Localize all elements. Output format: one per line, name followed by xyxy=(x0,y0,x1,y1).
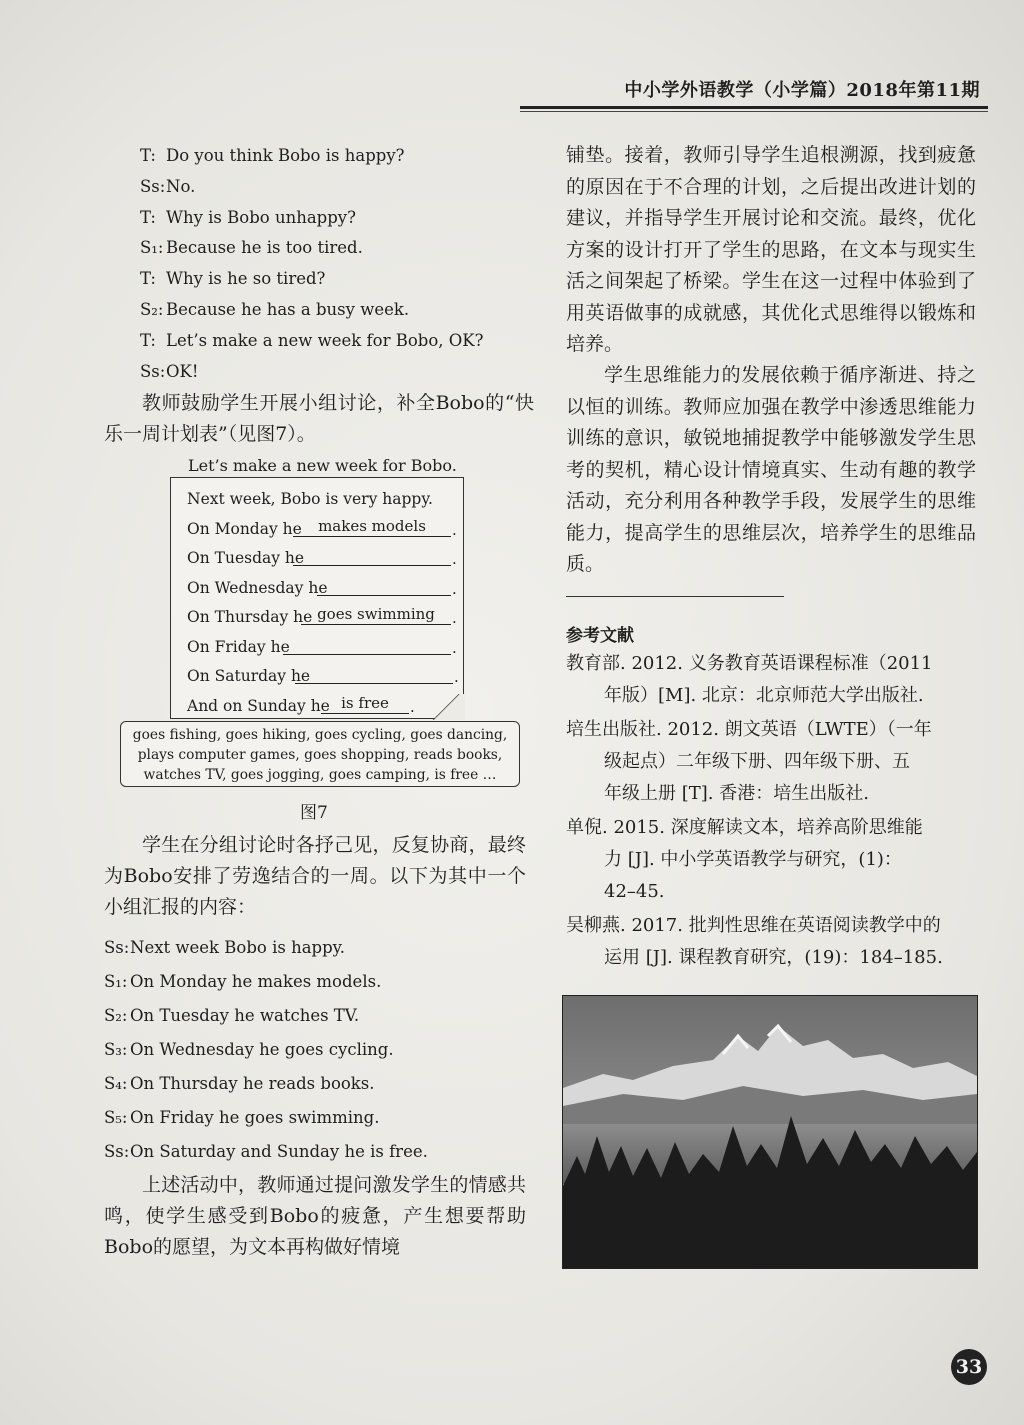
utterance: On Monday he makes models. xyxy=(130,972,382,991)
plan-period: . xyxy=(452,550,457,568)
group-paragraph: 学生在分组讨论时各抒己见，反复协商，最终为Bobo安排了劳逸结合的一周。以下为其中一个小组汇报的内容： xyxy=(104,834,526,918)
plan-period: . xyxy=(410,697,415,716)
word-bank-line: goes fishing, goes hiking, goes cycling, goes dancing, xyxy=(132,727,508,743)
speaker-label: Ss: xyxy=(140,176,166,196)
utterance: On Saturday and Sunday he is free. xyxy=(130,1142,428,1161)
right-paragraph-1: 铺垫。接着，教师引导学生追根溯源，找到疲惫的原因在于不合理的计划，之后提出改进计划的建议，并指导学生开展讨论和交流。最终，优化方案的设计打开了学生的思路，在文本与现实生活之间架起了桥梁。学生在这一过程中体验到了用英语做事的成就感，其优化式思维得以锻炼和培养。 xyxy=(566,144,976,355)
speaker-label: S₃: xyxy=(104,1040,128,1059)
utterance: Do you think Bobo is happy? xyxy=(166,146,405,165)
page-fold-corner xyxy=(427,694,465,720)
utterance: Why is he so tired? xyxy=(166,269,326,289)
dialogue-line xyxy=(104,1040,394,1060)
speaker-label: Ss: xyxy=(104,1142,130,1161)
weekly-plan-box xyxy=(170,477,464,719)
plan-period: . xyxy=(452,579,457,598)
reference-item xyxy=(566,714,976,810)
dialogue-line xyxy=(140,238,363,258)
reference-item xyxy=(566,910,976,974)
speaker-label: T: xyxy=(140,207,156,227)
right-paragraph-2: 学生思维能力的发展依赖于循序渐进、持之以恒的训练。教师应加强在教学中渗透思维能力训练的意识，敏锐地捕捉教学中能够激发学生思考的契机，精心设计情境真实、生动有趣的教学活动，充分利用各种教学手段，发展学生的思维能力，提高学生的思维层次，培养学生的思维品质。 xyxy=(566,364,976,575)
header-rule-thin xyxy=(520,111,988,112)
plan-blank xyxy=(283,636,451,655)
dialogue-line xyxy=(140,362,198,382)
reference-continuation: 42–45. xyxy=(604,881,665,902)
dialogue-line xyxy=(104,972,381,992)
reference-continuation: 年版）[M]. 北京：北京师范大学出版社. xyxy=(604,685,924,706)
mountain-landscape-image xyxy=(563,996,977,1268)
utterance: Because he is too tired. xyxy=(166,238,363,258)
utterance: Because he has a busy week. xyxy=(166,300,410,319)
dialogue-line xyxy=(104,938,345,958)
dialogue-line xyxy=(140,269,325,289)
dialogue-line xyxy=(104,1108,379,1128)
plan-line-prefix: On Wednesday he xyxy=(187,578,328,597)
reference-first-line: 吴柳燕. 2017. 批判性思维在英语阅读教学中的 xyxy=(566,915,941,936)
speaker-label: S₁: xyxy=(104,972,128,991)
speaker-label: T: xyxy=(140,269,156,289)
figure-title: Let’s make a new week for Bobo. xyxy=(188,456,457,475)
word-bank xyxy=(120,721,520,787)
plan-blank: makes models xyxy=(293,518,451,537)
speaker-label: S₁: xyxy=(140,238,164,258)
dialogue-line xyxy=(140,300,409,320)
reference-first-line: 单倪. 2015. 深度解读文本，培养高阶思维能 xyxy=(566,817,923,838)
plan-period: . xyxy=(454,668,459,686)
journal-header: 中小学外语教学（小学篇）2018年第11期 xyxy=(624,80,980,101)
plan-line-prefix: On Saturday he xyxy=(187,667,311,685)
utterance: OK! xyxy=(166,361,199,381)
plan-line-prefix: And on Sunday he xyxy=(187,696,330,715)
speaker-label: S₅: xyxy=(104,1108,128,1127)
plan-line-prefix: On Friday he xyxy=(187,637,290,656)
plan-blank xyxy=(293,547,451,566)
plan-period: . xyxy=(452,638,457,657)
speaker-label: Ss: xyxy=(140,361,166,381)
speaker-label: T: xyxy=(140,330,156,350)
figure-caption: 图7 xyxy=(300,803,328,823)
plan-line-prefix: Next week, Bobo is very happy. xyxy=(187,490,433,508)
plan-line-prefix: On Monday he xyxy=(187,519,302,538)
reference-continuation: 力 [J]. 中小学英语教学与研究，(1)： xyxy=(604,849,902,870)
plan-period: . xyxy=(452,520,457,539)
dialogue-line xyxy=(104,1074,375,1094)
reference-continuation: 年级上册 [T]. 香港：培生出版社. xyxy=(604,783,869,804)
mountain-landscape-photo xyxy=(562,995,978,1269)
reference-first-line: 培生出版社. 2012. 朗文英语（LWTE）（一年 xyxy=(566,719,932,740)
header-rule xyxy=(520,106,988,109)
speaker-label: S₄: xyxy=(104,1074,128,1093)
utterance: On Friday he goes swimming. xyxy=(130,1108,380,1127)
intro-paragraph: 教师鼓励学生开展小组讨论，补全Bobo的“快乐一周计划表”（见图7）。 xyxy=(104,392,534,445)
reference-item xyxy=(566,812,976,908)
references-rule xyxy=(566,596,784,597)
plan-blank: is free xyxy=(321,695,409,714)
plan-period: . xyxy=(452,609,457,627)
plan-line-prefix: On Thursday he xyxy=(187,608,313,626)
word-bank-line: plays computer games, goes shopping, reads books, xyxy=(137,747,503,763)
page-number: 33 xyxy=(951,1349,987,1385)
reference-continuation: 级起点）二年级下册、四年级下册、五 xyxy=(604,751,910,772)
utterance: Let’s make a new week for Bobo, OK? xyxy=(166,330,484,350)
utterance: Why is Bobo unhappy? xyxy=(166,207,356,227)
dialogue-line xyxy=(140,331,483,351)
speaker-label: T: xyxy=(140,146,156,165)
speaker-label: S₂: xyxy=(140,300,164,319)
plan-blank xyxy=(317,577,451,596)
references-title: 参考文献 xyxy=(566,626,634,646)
utterance: No. xyxy=(166,176,196,196)
utterance: Next week Bobo is happy. xyxy=(130,938,346,957)
word-bank-line: watches TV, goes jogging, goes camping, is free … xyxy=(143,767,497,783)
speaker-label: S₂: xyxy=(104,1006,128,1025)
speaker-label: Ss: xyxy=(104,938,130,957)
dialogue-line xyxy=(140,146,405,166)
reference-continuation: 运用 [J]. 课程教育研究，(19)：184–185. xyxy=(604,947,943,968)
utterance: On Tuesday he watches TV. xyxy=(130,1006,360,1025)
plan-blank: goes swimming xyxy=(301,606,451,625)
dialogue-line xyxy=(104,1142,428,1162)
utterance: On Wednesday he goes cycling. xyxy=(130,1040,394,1059)
dialogue-line xyxy=(140,208,356,228)
dialogue-line xyxy=(104,1006,359,1026)
closing-paragraph: 上述活动中，教师通过提问激发学生的情感共鸣，使学生感受到Bobo的疲惫，产生想要帮助Bobo的愿望，为文本再构做好情境 xyxy=(104,1174,526,1258)
utterance: On Thursday he reads books. xyxy=(130,1074,375,1093)
reference-item xyxy=(566,648,976,712)
plan-blank xyxy=(295,665,453,684)
reference-first-line: 教育部. 2012. 义务教育英语课程标准（2011 xyxy=(566,653,933,674)
plan-line-prefix: On Tuesday he xyxy=(187,549,305,567)
dialogue-line xyxy=(140,177,195,197)
